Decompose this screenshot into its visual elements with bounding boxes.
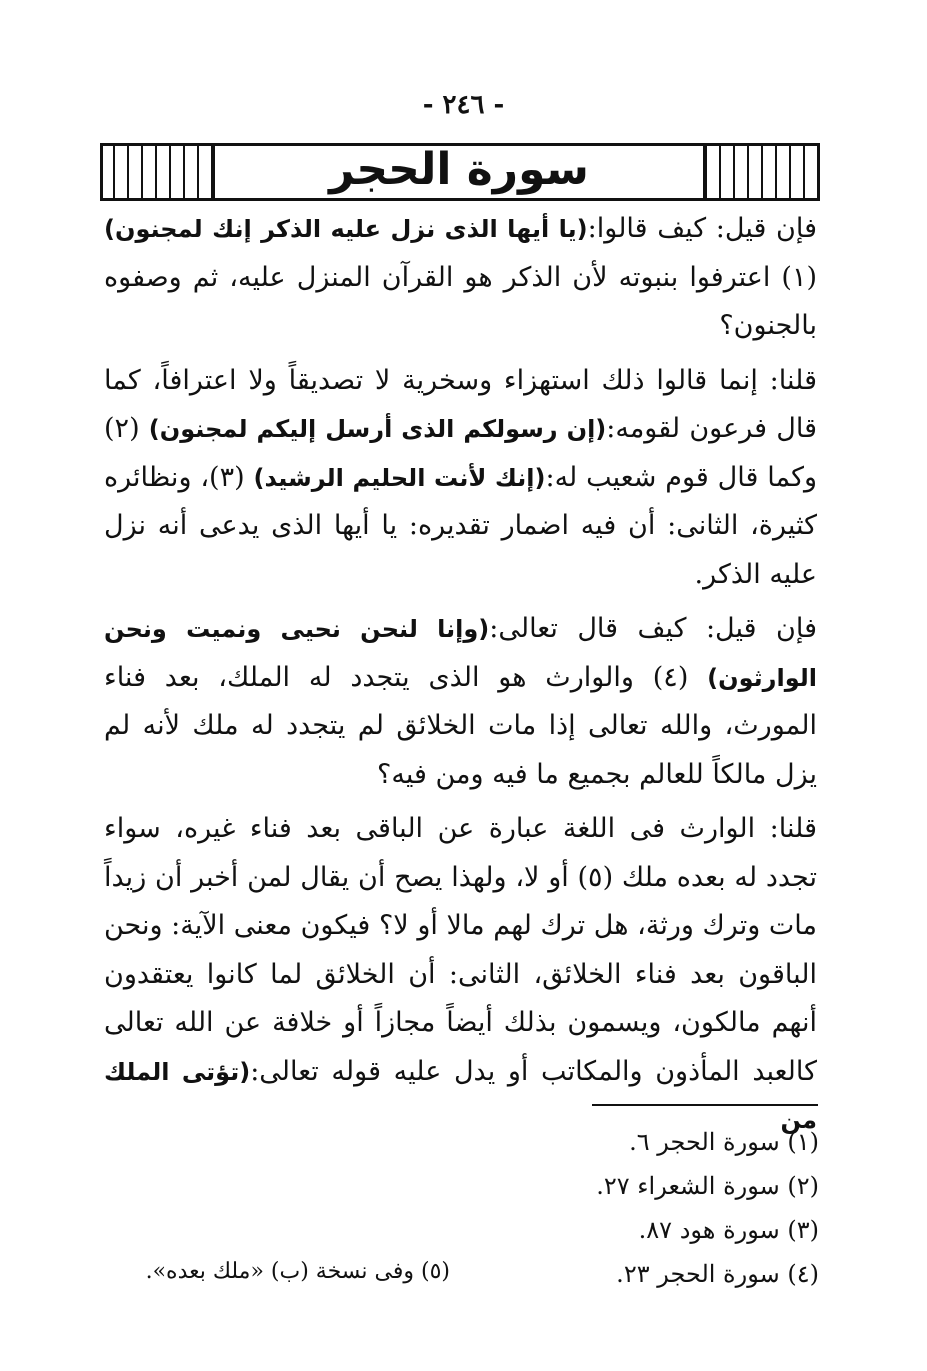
paragraph-1-segment: فإن قيل: كيف قالوا: — [587, 213, 817, 244]
surah-title-frame — [100, 143, 820, 201]
surah-title: سورة الحجر — [329, 144, 589, 195]
paragraph-3-segment: (٤) والوارث هو الذى يتجدد له الملك، بعد فناء المورث، والله تعالى إذا مات الخلائق لم يتجدد له ملك لأنه لم يزل مالكاً للعالم بجميع ما فيه ومن فيه؟ — [104, 661, 817, 790]
paragraph-2 — [104, 357, 817, 600]
footnote-4: (٤) سورة الحجر ٢٣. — [616, 1260, 819, 1288]
paragraph-3 — [104, 605, 817, 799]
paragraph-2-segment: قلنا: إنما قالوا ذلك استهزاء وسخرية لا تصديقاً ولا اعترافاً، كما قال فرعون لقومه: — [104, 364, 817, 444]
footnotes — [519, 1120, 819, 1296]
paragraph-3-segment: فإن قيل: كيف قال تعالى: — [489, 613, 817, 644]
footnote-2: (٢) سورة الشعراء ٢٧. — [596, 1172, 819, 1200]
title-frame-right-ornament — [705, 146, 817, 198]
quran-quote: (تؤتى الملك من — [104, 1057, 817, 1134]
body-text — [104, 205, 817, 1145]
quran-quote: (إنك لأنت الحليم الرشيد) — [253, 463, 546, 492]
paragraph-2-segment: (٢) وكما قال قوم شعيب له: — [104, 413, 817, 493]
title-center — [213, 146, 705, 198]
paragraph-1 — [104, 205, 817, 351]
title-frame-left-ornament — [103, 146, 213, 198]
footnote-divider — [592, 1104, 818, 1106]
footnote-1: (١) سورة الحجر ٦. — [629, 1128, 819, 1156]
paragraph-1-segment: (١) اعترفوا بنبوته لأن الذكر هو القرآن المنزل عليه، ثم وصفوه بالجنون؟ — [104, 261, 817, 341]
quran-quote: (إن رسولكم الذى أرسل إليكم لمجنون) — [148, 415, 607, 443]
footnote-3: (٣) سورة هود ٨٧. — [638, 1216, 819, 1244]
paragraph-4 — [104, 805, 817, 1145]
paragraph-4-segment: قلنا: الوارث فى اللغة عبارة عن الباقى بعد فناء غيره، سواء تجدد له بعده ملك (٥) أو لا، ولهذا يصح أن يقال لمن أخبر أن زيداً مات وترك ورثة، هل ترك لهم مالا أو لا؟ فيكون معنى الآية: ونحن الباقون بعد فناء الخلائق، الثانى: أن الخلائق لما كانوا يعتقدون أنهم مالكون، ويسمون بذلك أيضاً مجازاً أو خلافة عن الله تعالى كالعبد المأذون والمكاتب أو يدل عليه قوله تعالى: — [104, 813, 817, 1087]
quran-quote: (وإنا لنحن نحيى ونميت ونحن الوارثون) — [104, 615, 817, 692]
page-number: - ٢٤٦ - — [422, 90, 505, 120]
quran-quote: (يا أيها الذى نزل عليه الذكر إنك لمجنون) — [104, 215, 588, 243]
footnote-5: (٥) وفى نسخة (ب) «ملك بعده». — [145, 1259, 450, 1284]
paragraph-2-segment: (٣)، ونظائره كثيرة، الثانى: أن فيه اضمار تقديره: يا أيها الذى يدعى أنه نزل عليه الذكر. — [104, 461, 817, 590]
